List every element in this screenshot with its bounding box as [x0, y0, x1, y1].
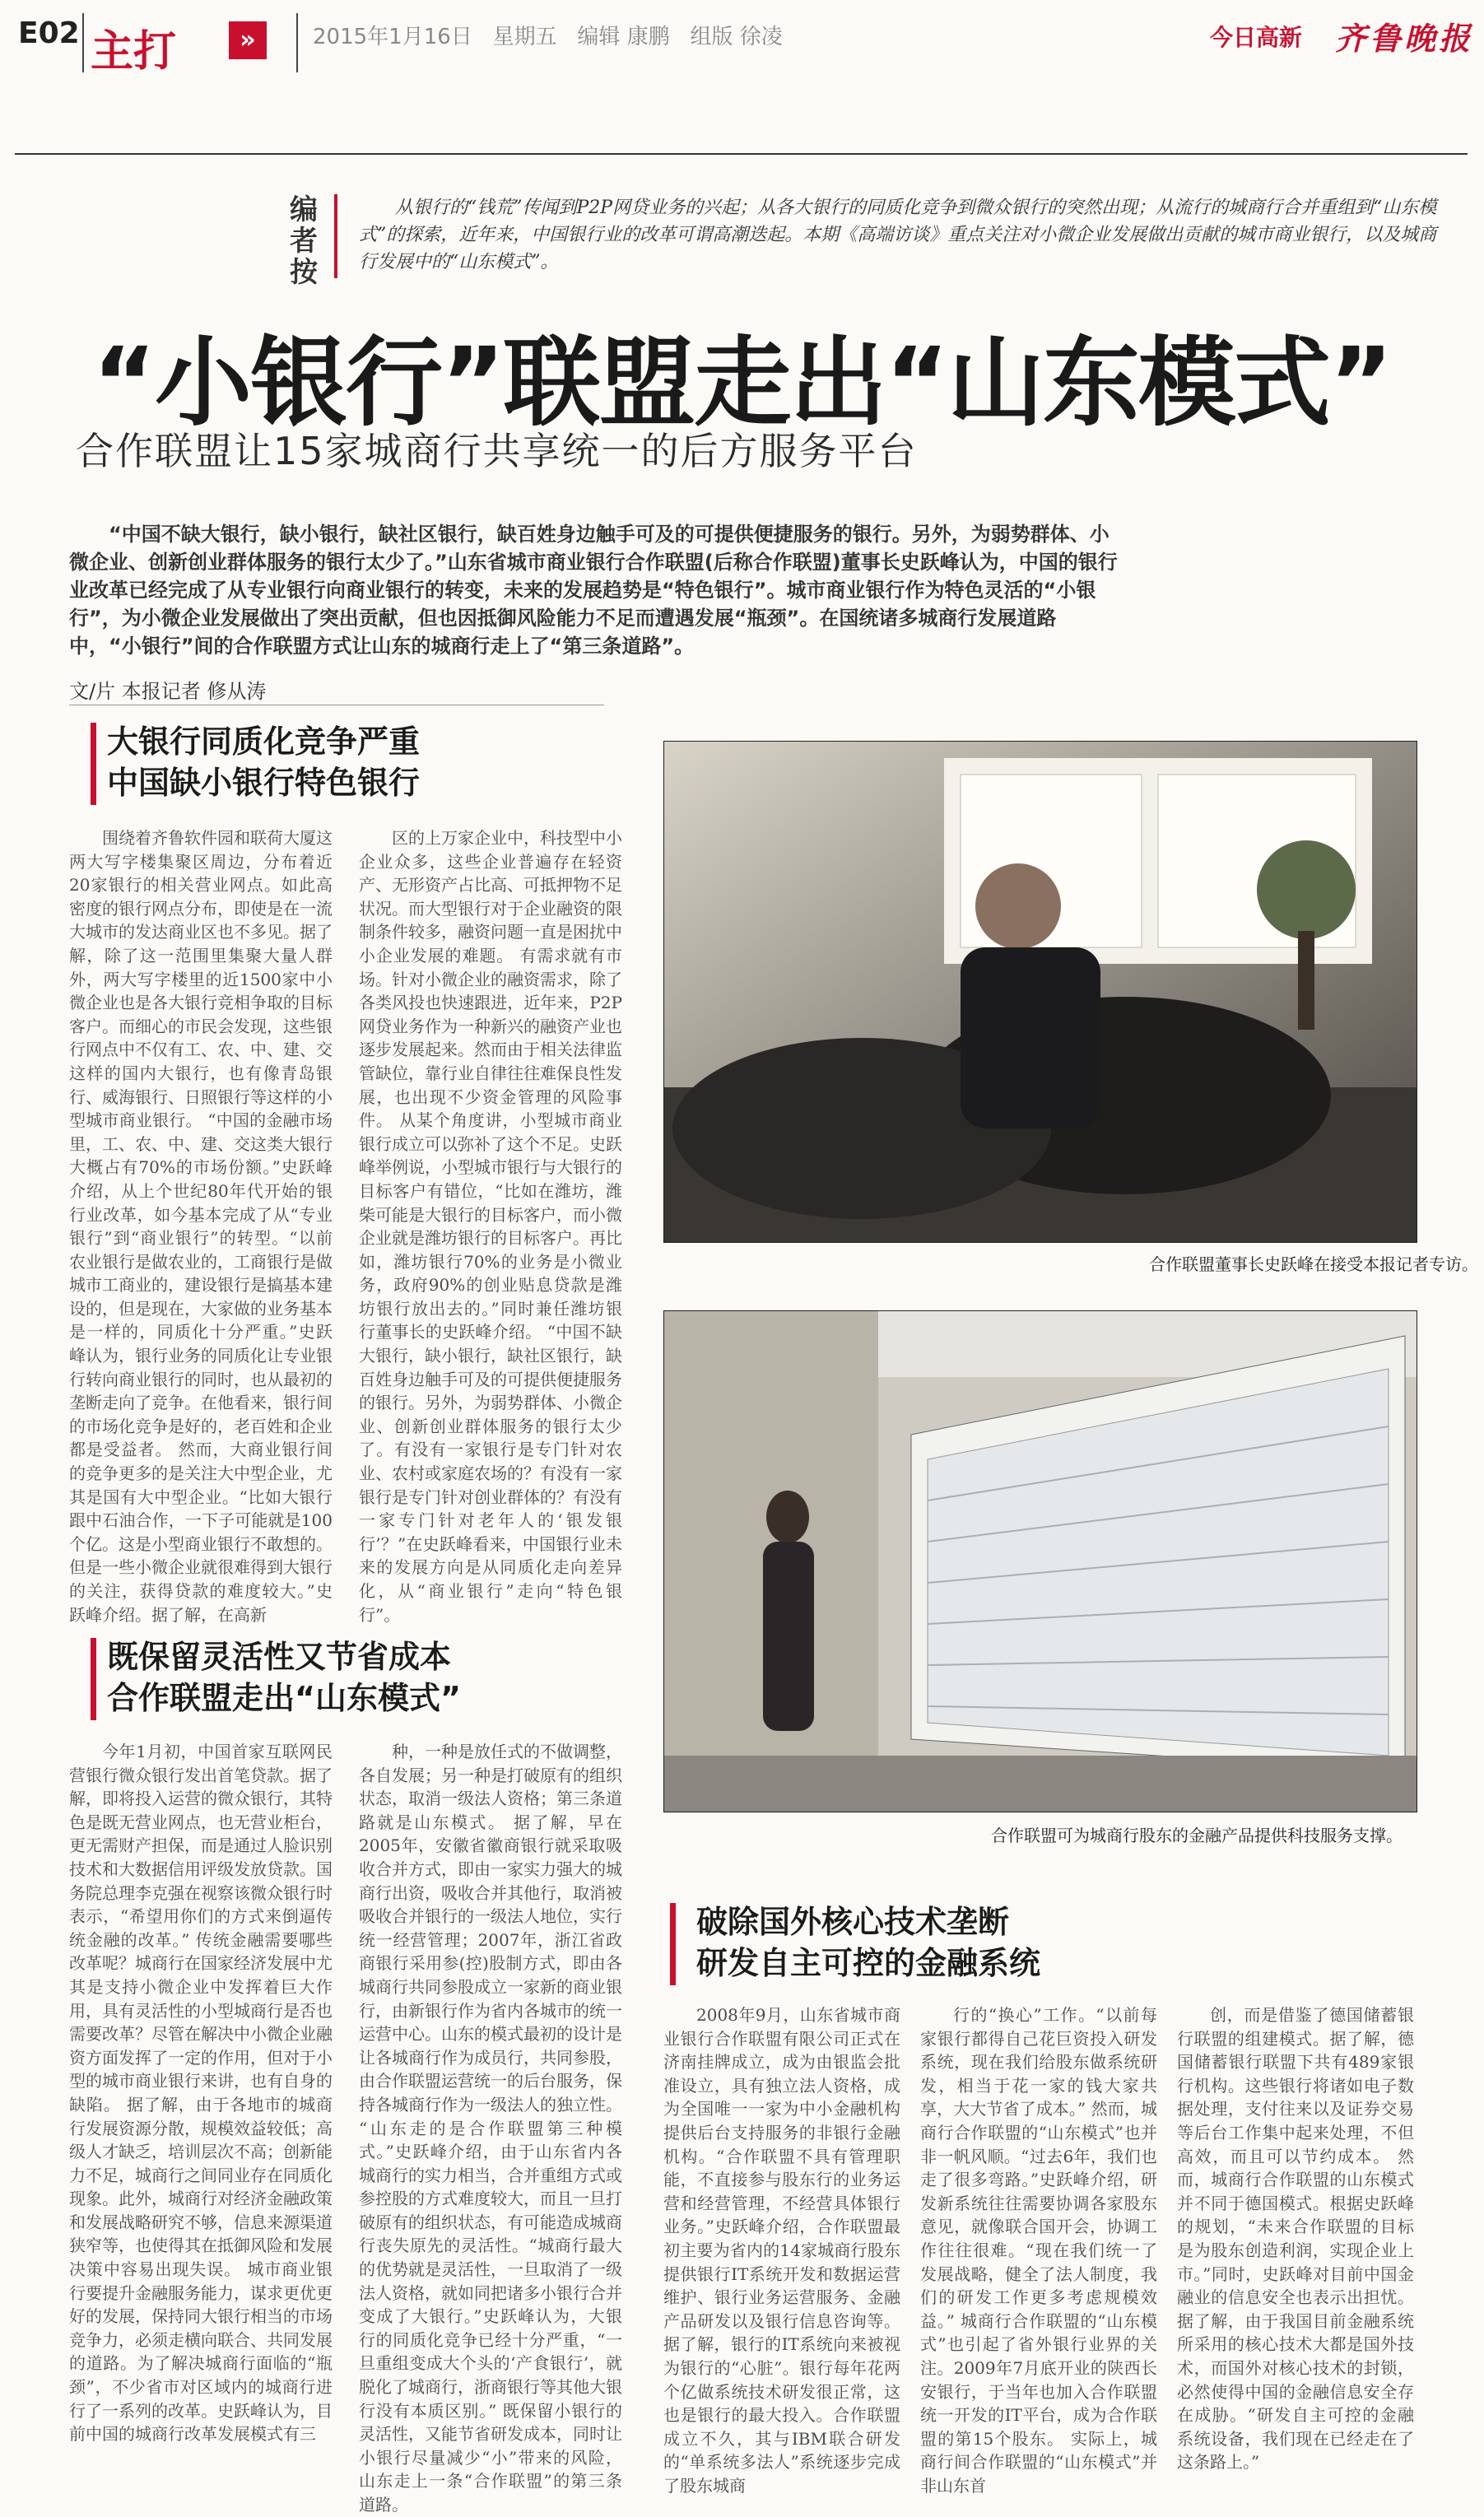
section-heading-line: 中国缺小银行特色银行: [107, 765, 421, 801]
chevron-right-icon: »: [229, 21, 267, 59]
header-divider: [82, 13, 84, 72]
office-photo: [663, 1310, 1417, 1812]
edition-number: E02: [18, 16, 80, 50]
subheadline: 合作联盟让15家城商行共享统一的后方服务平台: [76, 429, 918, 473]
photo-caption: 合作联盟可为城商行股东的金融产品提供科技服务支撑。: [991, 1826, 1403, 1845]
section-heading: [107, 721, 568, 803]
body-text: 今年1月初，中国首家互联网民营银行微众银行发出首笔贷款。据了解，即将投入运营的微众银行，其特色是既无营业网点，也无营业柜台，更无需财产担保，而是通过人脸识别技术和大数据信用评级发放贷款。国务院总理李克强在视察该微众银行时表示，“希望用你们的方式来倒逼传统金融的改革。” 传统金融需要哪些改革呢？城商行在国家经济发展中尤其是支持小微企业中发挥着巨大作用，具有灵活性的小型城商行是否也需要改革？尽管在解决中小微企业融资方面发挥了一定的作用，但对于小型的城市商业银行来讲，也有自身的缺陷。 据了解，由于各地市的城商行发展资源分散，规模效益较低；高级人才缺乏，培训层次不高；创新能力不足，城商行之间同业存在同质化现象。此外，城商行对经济金融政策和发展战略研究不够，信息来源渠道狭窄等，也使得其在抵御风险和发展决策中容易出现失误。 城市商业银行要提升金融服务能力，谋求更优更好的发展，保持同大银行相当的市场竞争力，必须走横向联合、共同发展的道路。为了解决城商行面临的“瓶颈”，不少省市对区域内的城商行进行了一系列的改革。史跃峰认为，目前中国的城商行改革发展模式有三: [69, 1742, 333, 2445]
section-marker: [91, 1638, 96, 1720]
body-column: [359, 826, 622, 1625]
section-heading-line: 大银行同质化竞争严重: [107, 723, 421, 760]
body-column: [1177, 2003, 1414, 2489]
newspaper-logo: 齐鲁晚报: [1335, 20, 1474, 57]
interview-photo: [663, 741, 1417, 1243]
issue-meta: 2015年1月16日 星期五 编辑 康鹏 组版 徐凌: [313, 25, 783, 49]
body-column: [69, 1740, 333, 2489]
section-title: 主打: [91, 27, 177, 77]
body-column: [359, 1740, 622, 2515]
header-divider: [296, 13, 298, 72]
section-marker: [670, 1903, 676, 1985]
section-heading-line: 合作联盟走出“山东模式”: [107, 1680, 461, 1716]
section-heading: [696, 1901, 1157, 1984]
section-heading-line: 研发自主可控的金融系统: [696, 1945, 1041, 1981]
column-tag: 今日高新: [1210, 24, 1303, 51]
headline: “小银行”联盟走出“山东模式”: [92, 326, 1392, 440]
body-text: 2008年9月，山东省城市商业银行合作联盟有限公司正式在济南挂牌成立，成为由银监会批准设立，具有独立法人资格，成为全国唯一一家为中小金融机构提供后台支持服务的非银行金融机构。“合作联盟不具有管理职能，不直接参与股东行的业务运营和经营管理，不经营具体银行业务。”史跃峰介绍，合作联盟最初主要为省内的14家城商行股东提供银行IT系统开发和数据运营维护、银行业务运营服务、金融产品研发以及银行信息咨询等。 据了解，银行的IT系统向来被视为银行的“心脏”。银行每年花两个亿做系统技术研发很正常，这也是银行的最大投入。合作联盟成立不久，其与IBM联合研发的“单系统多法人”系统逐步完成了股东城商: [663, 2005, 900, 2496]
body-text: 创，而是借鉴了德国储蓄银行联盟的组建模式。据了解，德国储蓄银行联盟下共有489家银行机构。这些银行将诸如电子数据处理，支付往来以及证券交易等后台工作集中起来处理，不但高效，而且可以节约成本。 然而，城商行合作联盟的山东模式并不同于德国模式。根据史跃峰的规划，“未来合作联盟的目标是为股东创造利润，实现企业上市。”同时，史跃峰对目前中国金融业的信息安全也表示出担忧。据了解，由于我国目前金融系统所采用的核心技术大都是国外技术，而国外对核心技术的封锁，必然使得中国的金融信息安全存在成胁。“研发自主可控的金融系统设备，我们现在已经走在了这条路上。”: [1177, 2005, 1414, 2473]
body-column: [663, 2003, 900, 2496]
photo-caption: 合作联盟董事长史跃峰在接受本报记者专访。: [1149, 1254, 1478, 1274]
section-heading-line: 破除国外核心技术垄断: [696, 1904, 1010, 1940]
section-heading-line: 既保留灵活性又节省成本: [107, 1639, 452, 1675]
section-heading: [107, 1636, 568, 1719]
body-text: 围绕着齐鲁软件园和联荷大厦这两大写字楼集聚区周边，分布着近20家银行的相关营业网点。如此高密度的银行网点分布，即使是在一流大城市的发达商业区也不多见。据了解，除了这一范围里集聚大量人群外，两大写字楼里的近1500家中小微企业也是各大银行竞相争取的目标客户。而细心的市民会发现，这些银行网点中不仅有工、农、中、建、交这样的国内大银行，也有像青岛银行、威海银行、日照银行等这样的小型城市商业银行。 “中国的金融市场里，工、农、中、建、交这类大银行大概占有70%的市场份额。”史跃峰介绍，从上个世纪80年代开始的银行业改革，如今基本完成了从“专业银行”到“商业银行”的转型。“以前农业银行是做农业的，工商银行是做城市工商业的，建设银行是搞基本建设的，但是现在，大家做的业务基本是一样的，同质化十分严重。”史跃峰认为，银行业务的同质化让专业银行转向商业银行的同时，也从最初的垄断走向了竞争。在他看来，银行间的市场化竞争是好的，老百姓和企业都是受益者。 然而，大商业银行间的竞争更多的是关注大中型企业，尤其是国有大中型企业。“比如大银行跟中石油合作，一下子可能就是100个亿。这是小型商业银行不敢想的。但是一些小微企业就很难得到大银行的关注，获得贷款的难度较大。”史跃峰介绍。据了解，在高新: [69, 828, 333, 1625]
byline: 文/片 本报记者 修从涛: [69, 680, 267, 703]
office-photo-graphic: [664, 1311, 1417, 1812]
editor-note-label: 编者按: [290, 193, 318, 289]
body-column: [920, 2003, 1157, 2496]
section-marker: [91, 723, 96, 805]
lead-paragraph: “中国不缺大银行，缺小银行，缺社区银行，缺百姓身边触手可及的可提供便捷服务的银行。另外，为弱势群体、小微企业、创新创业群体服务的银行太少了。”山东省城市商业银行合作联盟(后称合作联盟)董事长史跃峰认为，中国的银行业改革已经完成了从专业银行向商业银行的转变，未来的发展趋势是“特色银行”。城市商业银行作为特色灵活的“小银行”，为小微企业发展做出了突出贡献，但也因抵御风险能力不足而遭遇发展“瓶颈”。在国统诸多城商行发展道路中，“小银行”间的合作联盟方式让山东的城商行走上了“第三条道路”。: [69, 523, 1118, 658]
body-text: 种，一种是放任式的不做调整，各自发展；另一种是打破原有的组织状态，取消一级法人资格；第三条道路就是山东模式。 据了解，早在2005年，安徽省徽商银行就采取吸收合并方式，即由一家实力强大的城商行出资，吸收合并其他行，取消被吸收合并银行的一级法人地位，实行统一经营管理；2007年，浙江省政商银行采用参(控)股制方式，即由各城商行共同参股成立一家新的商业银行，由新银行作为省内各城市的统一运营中心。山东的模式最初的设计是让各城商行作为成员行，共同参股，由合作联盟运营统一的后台服务，保持各城商行作为一级法人的独立性。 “山东走的是合作联盟第三种模式。”史跃峰介绍，由于山东省内各城商行的实力相当，合并重组方式或参控股的方式难度较大，而且一旦打破原有的组织状态，有可能造成城商行丧失原先的灵活性。“城商行最大的优势就是灵活性，一旦取消了一级法人资格，就如同把诸多小银行合并变成了大银行。”史跃峰认为，大银行的同质化竞争已经十分严重，“一旦重组变成大个头的‘产食银行’，就脱化了城商行，浙商银行等其他大银行没有本质区别。” 既保留小银行的灵活性，又能节省研发成本，同时让小银行尽量减少“小”带来的风险，山东走上一条“合作联盟”的第三条道路。: [359, 1742, 622, 2515]
body-text: 行的“换心”工作。“以前每家银行都得自己花巨资投入研发系统，现在我们给股东做系统研发，相当于花一家的钱大家共享，大大节省了成本。” 然而，城商行合作联盟的“山东模式”也并非一帆风顺。“过去6年，我们也走了很多弯路。”史跃峰介绍，研发新系统往往需要协调各家股东意见，就像联合国开会，协调工作往往很难。“现在我们统一了发展战略，健全了法人制度，我们的研发工作更多考虑规模效益。” 城商行合作联盟的“山东模式”也引起了省外银行业界的关注。2009年7月底开业的陕西长安银行，于当年也加入合作联盟统一开发的IT平台，成为合作联盟的第15个股东。 实际上，城商行间合作联盟的“山东模式”并非山东首: [920, 2005, 1157, 2496]
body-column: [69, 826, 333, 1625]
body-text: 区的上万家企业中，科技型中小企业众多，这些企业普遍存在轻资产、无形资产占比高、可抵押物不足状况。而大型银行对于企业融资的限制条件较多，融资问题一直是困扰中小企业发展的难题。 有需求就有市场。针对小微企业的融资需求，除了各类风投也快速跟进，近年来，P2P网贷业务作为一种新兴的融资产业也逐步发展起来。然而由于相关法律监管缺位，靠行业自律往往难保良性发展，也出现不少资金管理的风险事件。 从某个角度讲，小型城市商业银行成立可以弥补了这个不足。史跃峰举例说，小型城市银行与大银行的目标客户有错位，“比如在潍坊，潍柴可能是大银行的目标客户，而小微企业就是潍坊银行的目标客户。再比如，潍坊银行70%的业务是小微业务，政府90%的创业贴息贷款是潍坊银行放出去的。”同时兼任潍坊银行董事长的史跃峰介绍。 “中国不缺大银行，缺小银行，缺社区银行，缺百姓身边触手可及的可提供便捷服务的银行。另外，为弱势群体、小微企业、创新创业群体服务的银行太少了。有没有一家银行是专门针对农业、农村或家庭农场的？有没有一家银行是专门针对创业群体的？有没有一家专门针对老年人的‘银发银行’？”在史跃峰看来，中国银行业未来的发展方向是从同质化走向差异化，从“商业银行”走向“特色银行”。: [359, 828, 622, 1625]
editor-note-text: 从银行的“钱荒”传闻到P2P网贷业务的兴起；从各大银行的同质化竞争到微众银行的突然出现；从流行的城商行合并重组到“山东模式”的探索，近年来，中国银行业的改革可谓高潮迭起。本期《高端访谈》重点关注对小微企业发展做出贡献的城市商业银行，以及城商行发展中的“山东模式”。: [359, 198, 1437, 272]
header-rule: [15, 153, 1468, 155]
editor-note-bar: [334, 194, 337, 278]
interview-photo-graphic: [664, 742, 1417, 1242]
